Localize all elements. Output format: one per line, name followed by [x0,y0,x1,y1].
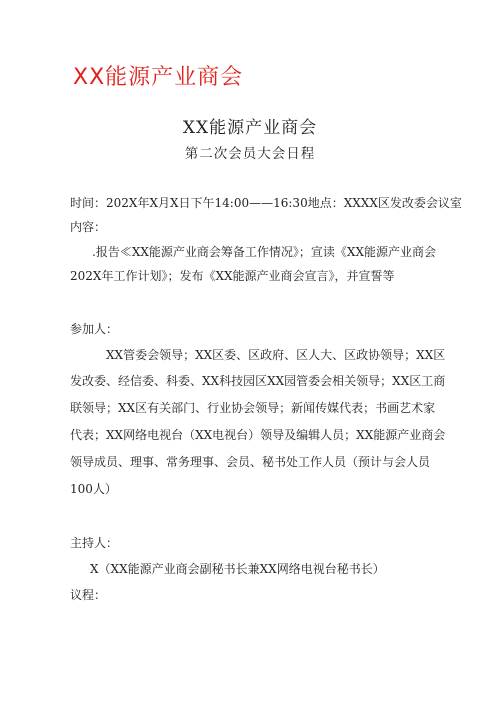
participants-line: XX管委会领导；XX区委、区政府、区人大、区政协领导；XX区 [106,348,446,362]
participants-label: 参加人： [70,322,119,336]
agenda-label: 议程： [70,588,107,602]
host-label: 主持人： [70,536,119,550]
participants-line: 领导成员、理事、常务理事、会员、秘书处工作人员（预计与会人员 [70,455,431,469]
participants-line: 联领导；XX区有关部门、行业协会领导；新闻传媒代表；书画艺术家 [70,401,436,415]
org-header: XX能源产业商会 [73,65,244,90]
participants-line: 代表；XX网络电视台（XX电视台）领导及编辑人员；XX能源产业商会 [70,428,446,442]
content-line: 202X年工作计划》；发布《XX能源产业商会宣言》，并宣誓等 [70,269,395,283]
document-subtitle: 第二次会员大会日程 [184,146,316,162]
content-line: .报告≪XX能源产业商会筹备工作情况》；宣读《XX能源产业商会 [92,245,436,259]
time-location-line: 时间：202X年X月X日下午14:00——16:30地点：XXXX区发改委会议室 [70,196,462,210]
content-label: 内容： [70,220,107,234]
participants-line: 100人） [70,482,117,496]
document-title: XX能源产业商会 [182,118,318,138]
host-line: X（XX能源产业商会副秘书长兼XX网络电视台秘书长） [90,562,385,576]
participants-line: 发改委、经信委、科委、XX科技园区XX园管委会相关领导；XX区工商 [70,374,446,388]
